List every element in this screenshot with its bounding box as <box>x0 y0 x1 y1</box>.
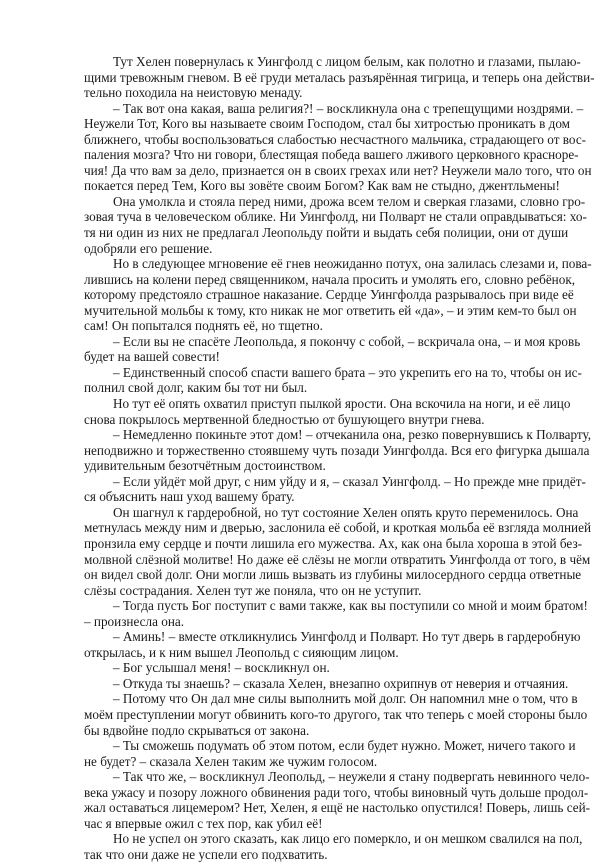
text-line: снова покрылось мертвенной бледностью от бушующего внутри гнева. <box>84 411 485 427</box>
text-line: метнулась между ним и дверью, заслонила её собой, и кроткая мольба её взгляда молнией <box>84 520 591 536</box>
text-line: – Потому что Он дал мне силы выполнить мой долг. Он напомнил мне о том, что в <box>113 691 578 707</box>
paragraph <box>84 675 569 692</box>
text-line: он видел свой долг. Они могли лишь вызвать из глубины милосердного сердца ответные <box>84 567 582 583</box>
paragraph <box>84 691 588 738</box>
text-line: – Если уйдёт мой друг, с ним уйду и я, – сказал Уингфолд. – Но прежде мне придёт- <box>113 473 586 489</box>
text-line: ся объяснить наш уход вашему брату. <box>84 489 295 505</box>
paragraph <box>84 598 588 629</box>
text-line: бы вдвойне подло скрываться от закона. <box>84 722 310 738</box>
text-line: Тут Хелен повернулась к Уингфолд с лицом белым, как полотно и глазами, пылаю- <box>113 54 581 69</box>
text-line: – Бог услышал меня! – воскликнул он. <box>113 660 330 676</box>
text-line: которому предстояло страшное наказание. Сердце Уингфолда разрывалось при виде её <box>84 287 574 303</box>
text-line: не будет? – сказала Хелен таким же чужим голосом. <box>84 753 378 769</box>
paragraph <box>84 256 592 334</box>
text-line: лившись на колени перед священником, начала просить и умолять его, словно ребёнок, <box>84 271 576 287</box>
text-line: Неужели Тот, Кого вы называете своим Господом, стал бы хитростью проникать в дом <box>84 116 571 132</box>
text-line: Но не успел он этого сказать, как лицо его померкло, и он мешком свалился на пол, <box>113 831 583 847</box>
paragraph <box>84 364 582 396</box>
text-line: моём преступлении могут обвинить кого-то другого, так что теперь с моей стороны было <box>84 706 588 722</box>
text-line: ближнего, чтобы воспользоваться слабостью несчастного мальчика, страдающего от вос- <box>84 131 587 147</box>
text-line: – произнесла она. <box>84 613 185 629</box>
text-line: слёзы сострадания. Хелен тут же поняла, что он не уступит. <box>84 582 422 598</box>
paragraph <box>84 831 583 862</box>
text-line: открылась, и к ним вышел Леопольд с сияющим лицом. <box>84 644 399 660</box>
text-line: щими тревожным гневом. В её груди металась разъярённая тигрица, и теперь она действи- <box>84 69 595 85</box>
text-line: так что они даже не успели его подхватить. <box>84 846 328 862</box>
text-line: зовая туча в человеческом облике. Ни Уингфолд, ни Полварт не стали оправдываться: хо- <box>84 209 587 225</box>
text-line: покается перед Тем, Кого вы зовёте своим Богом? Как вам не стыдно, джентльмены! <box>84 178 560 194</box>
text-line: будет на вашей совести! <box>84 349 220 365</box>
text-line: – Тогда пусть Бог поступит с вами также, как вы поступили со мной и моим братом! <box>113 598 588 614</box>
paragraph <box>84 333 581 365</box>
text-line: – Единственный способ спасти вашего брата – это укрепить его на то, чтобы он ис- <box>113 364 582 380</box>
text-line: – Так что же, – воскликнул Леопольд, – неужели я стану подвергать невинного чело- <box>113 769 590 785</box>
text-line: удивительным безотчётным достоинством. <box>84 458 326 474</box>
text-line: Он шагнул к гардеробной, но тут состояние Хелен опять круто переменилось. Она <box>113 504 579 520</box>
paragraph <box>84 629 581 660</box>
paragraph <box>84 427 592 474</box>
paragraph <box>84 100 592 194</box>
paragraph <box>84 473 586 505</box>
text-line: неподвижно и торжественно стоявшему чуть позади Уингфолда. Вся его фигурка дышала <box>84 442 590 458</box>
paragraph <box>84 769 591 831</box>
text-line: века ужасу и позору ложного обвинения ради того, чтобы виновный чуть дольше продол- <box>84 784 589 800</box>
text-line: жал оставаться лицемером? Нет, Хелен, я ещё не настолько опустился! Поверь, лишь сей- <box>84 800 591 816</box>
text-line: одобряли его решение. <box>84 240 213 256</box>
text-line: – Откуда ты знаешь? – сказала Хелен, внезапно охрипнув от неверия и отчаяния. <box>113 675 569 691</box>
text-line: сам! Он попытался поднять её, но тщетно. <box>84 318 323 334</box>
paragraph <box>84 660 549 676</box>
text-line: полнил свой долг, каким бы тот ни был. <box>84 380 308 396</box>
text-line: – Если вы не спасёте Леопольда, я покончу с собой, – вскричала она, – и моя кровь <box>113 333 581 349</box>
text-line: паления мозга? Что ни говори, блестящая победа вашего лживого церковного красноре- <box>84 147 579 163</box>
document-page <box>84 54 595 862</box>
text-line: тя ни один из них не предлагал Леопольду пойти и выдать себя полиции, они от души <box>84 225 569 241</box>
paragraph <box>84 396 571 427</box>
text-line: мучительной мольбы к тому, кто никак не мог ответить ей «да», – и этим кем-то был он <box>84 302 577 318</box>
text-line: – Ты сможешь подумать об этом потом, если будет нужно. Может, ничего такого и <box>113 738 576 754</box>
text-line: – Немедленно покиньте этот дом! – отчеканила она, резко повернувшись к Полварту, <box>113 427 592 443</box>
text-line: молвной слёзной молитве! Но даже её слёзы не могли отвратить Уингфолда от того, в чём <box>84 551 591 567</box>
text-line: – Так вот она какая, ваша религия?! – воскликнула она с трепещущими ноздрями. – <box>113 100 584 116</box>
text-line: – Аминь! – вместе откликнулись Уингфолд и Полварт. Но тут дверь в гардеробную <box>113 629 581 645</box>
text-line: Но тут её опять охватил приступ пылкой ярости. Она вскочила на ноги, и её лицо <box>113 396 571 412</box>
text-line: Она умолкла и стояла перед ними, дрожа всем телом и сверкая глазами, словно гро- <box>113 193 586 209</box>
text-line: тельно походила на неистовую менаду. <box>84 85 303 101</box>
text-line: чия! Да что вам за дело, признается он в своих грехах или нет? Неужели мало того, что он <box>84 162 592 178</box>
paragraph <box>84 738 576 769</box>
text-line: час я впервые ожил с тех пор, как убил её! <box>84 815 323 831</box>
paragraph <box>84 54 595 101</box>
paragraph <box>84 504 591 598</box>
paragraph <box>84 193 587 256</box>
text-line: Но в следующее мгновение её гнев неожиданно потух, она залилась слезами и, пова- <box>113 256 592 272</box>
text-line: пронзила ему сердце и почти лишила его мужества. Ах, как она была хороша в этой без- <box>84 535 583 551</box>
